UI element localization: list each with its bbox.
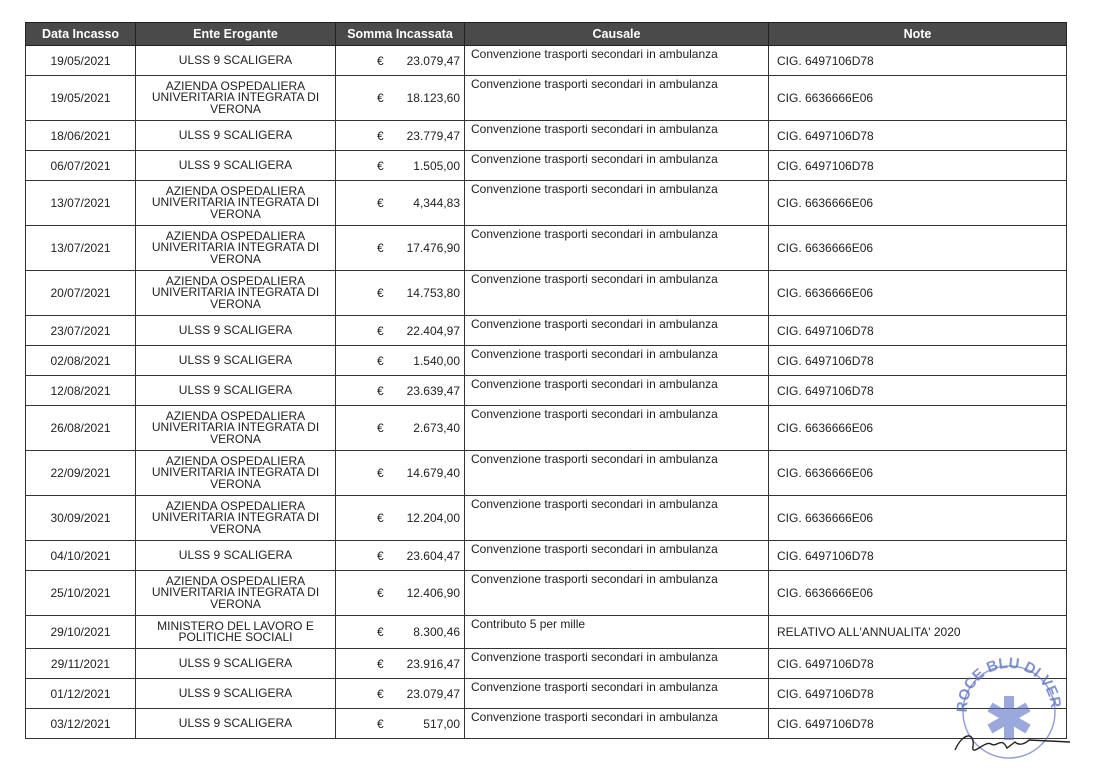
cell-causale: Contributo 5 per mille [465, 616, 769, 649]
cell-causale: Convenzione trasporti secondari in ambulanza [465, 181, 769, 226]
cell-causale: Convenzione trasporti secondari in ambulanza [465, 679, 769, 709]
cell-somma-incassata [336, 271, 465, 316]
cell-causale: Convenzione trasporti secondari in ambulanza [465, 316, 769, 346]
cell-data-incasso: 13/07/2021 [26, 181, 136, 226]
currency-symbol: € [377, 323, 384, 338]
cell-ente-erogante: ULSS 9 SCALIGERA [136, 121, 336, 151]
cell-somma-incassata [336, 376, 465, 406]
currency-symbol: € [377, 466, 384, 480]
table-row [26, 271, 1067, 316]
cell-somma-incassata [336, 571, 465, 616]
cell-data-incasso: 29/11/2021 [26, 649, 136, 679]
amount-value: 1.505,00 [413, 158, 460, 173]
cell-somma-incassata [336, 121, 465, 151]
header-data-incasso: Data Incasso [26, 23, 136, 46]
table-row [26, 346, 1067, 376]
cell-note: CIG. 6497106D78 [769, 316, 1067, 346]
stamp-seal-icon [945, 640, 1075, 765]
amount-value: 23.079,47 [406, 53, 460, 68]
cell-data-incasso: 19/05/2021 [26, 46, 136, 76]
table-row [26, 151, 1067, 181]
currency-symbol: € [377, 586, 384, 600]
cell-causale: Convenzione trasporti secondari in ambulanza [465, 271, 769, 316]
cell-ente-erogante: AZIENDA OSPEDALIERA UNIVERITARIA INTEGRATA DI VERONA [136, 226, 336, 271]
cell-note: CIG. 6497106D78 [769, 121, 1067, 151]
cell-note: CIG. 6497106D78 [769, 376, 1067, 406]
table-header-row [26, 23, 1067, 46]
cell-ente-erogante: AZIENDA OSPEDALIERA UNIVERITARIA INTEGRATA DI VERONA [136, 451, 336, 496]
cell-somma-incassata [336, 46, 465, 76]
income-table [25, 22, 1067, 739]
table-row [26, 226, 1067, 271]
table-row [26, 181, 1067, 226]
amount-value: 14.679,40 [406, 466, 460, 480]
cell-ente-erogante: ULSS 9 SCALIGERA [136, 709, 336, 739]
cell-ente-erogante: AZIENDA OSPEDALIERA UNIVERITARIA INTEGRATA DI VERONA [136, 406, 336, 451]
cell-causale: Convenzione trasporti secondari in ambulanza [465, 649, 769, 679]
cell-note: CIG. 6497106D78 [769, 151, 1067, 181]
table-row [26, 571, 1067, 616]
cell-ente-erogante: MINISTERO DEL LAVORO E POLITICHE SOCIALI [136, 616, 336, 649]
table-row [26, 376, 1067, 406]
amount-value: 23.916,47 [406, 656, 460, 671]
cell-note: CIG. 6636666E06 [769, 226, 1067, 271]
table-row [26, 316, 1067, 346]
amount-value: 517,00 [423, 716, 460, 731]
currency-symbol: € [377, 353, 384, 368]
table-row [26, 76, 1067, 121]
cell-causale: Convenzione trasporti secondari in ambulanza [465, 76, 769, 121]
cell-data-incasso: 06/07/2021 [26, 151, 136, 181]
currency-symbol: € [377, 625, 384, 639]
cell-data-incasso: 01/12/2021 [26, 679, 136, 709]
currency-symbol: € [377, 656, 384, 671]
svg-text:S. CROCE BLU DI VERONA: ROCE BLU DI VER [953, 654, 1065, 713]
amount-value: 1.540,00 [413, 353, 460, 368]
amount-value: 23.079,47 [406, 686, 460, 701]
currency-symbol: € [377, 383, 384, 398]
cell-ente-erogante: AZIENDA OSPEDALIERA UNIVERITARIA INTEGRATA DI VERONA [136, 496, 336, 541]
cell-somma-incassata [336, 451, 465, 496]
amount-value: 14.753,80 [406, 286, 460, 300]
table-row [26, 541, 1067, 571]
stamp-signature [945, 640, 1075, 765]
cell-somma-incassata [336, 496, 465, 541]
currency-symbol: € [377, 128, 384, 143]
currency-symbol: € [377, 158, 384, 173]
cell-data-incasso: 29/10/2021 [26, 616, 136, 649]
cell-data-incasso: 25/10/2021 [26, 571, 136, 616]
currency-symbol: € [377, 421, 384, 435]
table-row [26, 46, 1067, 76]
cell-somma-incassata [336, 151, 465, 181]
cell-ente-erogante: AZIENDA OSPEDALIERA UNIVERITARIA INTEGRATA DI VERONA [136, 76, 336, 121]
cell-note: CIG. 6636666E06 [769, 496, 1067, 541]
header-ente-erogante: Ente Erogante [136, 23, 336, 46]
cell-ente-erogante: ULSS 9 SCALIGERA [136, 376, 336, 406]
cell-data-incasso: 26/08/2021 [26, 406, 136, 451]
cell-note: CIG. 6636666E06 [769, 271, 1067, 316]
cell-somma-incassata [336, 346, 465, 376]
currency-symbol: € [377, 196, 384, 210]
amount-value: 23.639,47 [406, 383, 460, 398]
amount-value: 23.779,47 [406, 128, 460, 143]
cell-causale: Convenzione trasporti secondari in ambulanza [465, 151, 769, 181]
table-row [26, 406, 1067, 451]
cell-ente-erogante: ULSS 9 SCALIGERA [136, 46, 336, 76]
header-note: Note [769, 23, 1067, 46]
cell-somma-incassata [336, 541, 465, 571]
cell-ente-erogante: ULSS 9 SCALIGERA [136, 346, 336, 376]
currency-symbol: € [377, 91, 384, 105]
cell-ente-erogante: ULSS 9 SCALIGERA [136, 316, 336, 346]
cell-data-incasso: 04/10/2021 [26, 541, 136, 571]
cell-somma-incassata [336, 316, 465, 346]
currency-symbol: € [377, 241, 384, 255]
cell-note: CIG. 6636666E06 [769, 571, 1067, 616]
table-row [26, 496, 1067, 541]
cell-note: CIG. 6497106D78 [769, 346, 1067, 376]
amount-value: 12.204,00 [406, 511, 460, 525]
currency-symbol: € [377, 716, 384, 731]
cell-somma-incassata [336, 406, 465, 451]
cell-data-incasso: 30/09/2021 [26, 496, 136, 541]
table-row [26, 649, 1067, 679]
cell-causale: Convenzione trasporti secondari in ambulanza [465, 376, 769, 406]
cell-ente-erogante: ULSS 9 SCALIGERA [136, 151, 336, 181]
cell-data-incasso: 20/07/2021 [26, 271, 136, 316]
currency-symbol: € [377, 548, 384, 563]
cell-note: CIG. 6497106D78 [769, 679, 1067, 709]
amount-value: 4,344,83 [413, 196, 460, 210]
cell-somma-incassata [336, 226, 465, 271]
cell-note: CIG. 6636666E06 [769, 406, 1067, 451]
cell-causale: Convenzione trasporti secondari in ambulanza [465, 406, 769, 451]
cell-note: CIG. 6497106D78 [769, 649, 1067, 679]
table-row [26, 121, 1067, 151]
cell-causale: Convenzione trasporti secondari in ambulanza [465, 346, 769, 376]
header-causale: Causale [465, 23, 769, 46]
table-row [26, 709, 1067, 739]
cell-somma-incassata [336, 181, 465, 226]
cell-ente-erogante: ULSS 9 SCALIGERA [136, 649, 336, 679]
cell-causale: Convenzione trasporti secondari in ambulanza [465, 451, 769, 496]
cell-ente-erogante: AZIENDA OSPEDALIERA UNIVERITARIA INTEGRATA DI VERONA [136, 571, 336, 616]
cell-causale: Convenzione trasporti secondari in ambulanza [465, 121, 769, 151]
cell-data-incasso: 12/08/2021 [26, 376, 136, 406]
cell-ente-erogante: ULSS 9 SCALIGERA [136, 679, 336, 709]
amount-value: 8.300,46 [413, 625, 460, 639]
cell-note: CIG. 6497106D78 [769, 709, 1067, 739]
cell-note: CIG. 6497106D78 [769, 46, 1067, 76]
cell-data-incasso: 02/08/2021 [26, 346, 136, 376]
cell-somma-incassata [336, 76, 465, 121]
income-table-sheet [25, 22, 1067, 739]
currency-symbol: € [377, 511, 384, 525]
cell-data-incasso: 19/05/2021 [26, 76, 136, 121]
amount-value: 22.404,97 [406, 323, 460, 338]
cell-ente-erogante: ULSS 9 SCALIGERA [136, 541, 336, 571]
cell-ente-erogante: AZIENDA OSPEDALIERA UNIVERITARIA INTEGRATA DI VERONA [136, 271, 336, 316]
cell-data-incasso: 18/06/2021 [26, 121, 136, 151]
table-row [26, 679, 1067, 709]
cell-note: RELATIVO ALL'ANNUALITA' 2020 [769, 616, 1067, 649]
currency-symbol: € [377, 286, 384, 300]
cell-causale: Convenzione trasporti secondari in ambulanza [465, 226, 769, 271]
cell-somma-incassata [336, 709, 465, 739]
header-somma-incassata: Somma Incassata [336, 23, 465, 46]
cell-causale: Convenzione trasporti secondari in ambulanza [465, 571, 769, 616]
cell-data-incasso: 03/12/2021 [26, 709, 136, 739]
cell-causale: Convenzione trasporti secondari in ambulanza [465, 46, 769, 76]
cell-somma-incassata [336, 679, 465, 709]
cell-somma-incassata [336, 649, 465, 679]
amount-value: 17.476,90 [406, 241, 460, 255]
amount-value: 2.673,40 [413, 421, 460, 435]
cell-data-incasso: 22/09/2021 [26, 451, 136, 496]
cell-causale: Convenzione trasporti secondari in ambulanza [465, 496, 769, 541]
cell-somma-incassata [336, 616, 465, 649]
cell-note: CIG. 6636666E06 [769, 76, 1067, 121]
table-row [26, 616, 1067, 649]
table-row [26, 451, 1067, 496]
cell-causale: Convenzione trasporti secondari in ambulanza [465, 541, 769, 571]
cell-ente-erogante: AZIENDA OSPEDALIERA UNIVERITARIA INTEGRATA DI VERONA [136, 181, 336, 226]
amount-value: 18.123,60 [406, 91, 460, 105]
amount-value: 12.406,90 [406, 586, 460, 600]
currency-symbol: € [377, 686, 384, 701]
cell-data-incasso: 13/07/2021 [26, 226, 136, 271]
table-body [26, 46, 1067, 739]
cell-note: CIG. 6636666E06 [769, 451, 1067, 496]
cell-data-incasso: 23/07/2021 [26, 316, 136, 346]
cell-causale: Convenzione trasporti secondari in ambulanza [465, 709, 769, 739]
cell-note: CIG. 6497106D78 [769, 541, 1067, 571]
cell-note: CIG. 6636666E06 [769, 181, 1067, 226]
currency-symbol: € [377, 53, 384, 68]
amount-value: 23.604,47 [406, 548, 460, 563]
